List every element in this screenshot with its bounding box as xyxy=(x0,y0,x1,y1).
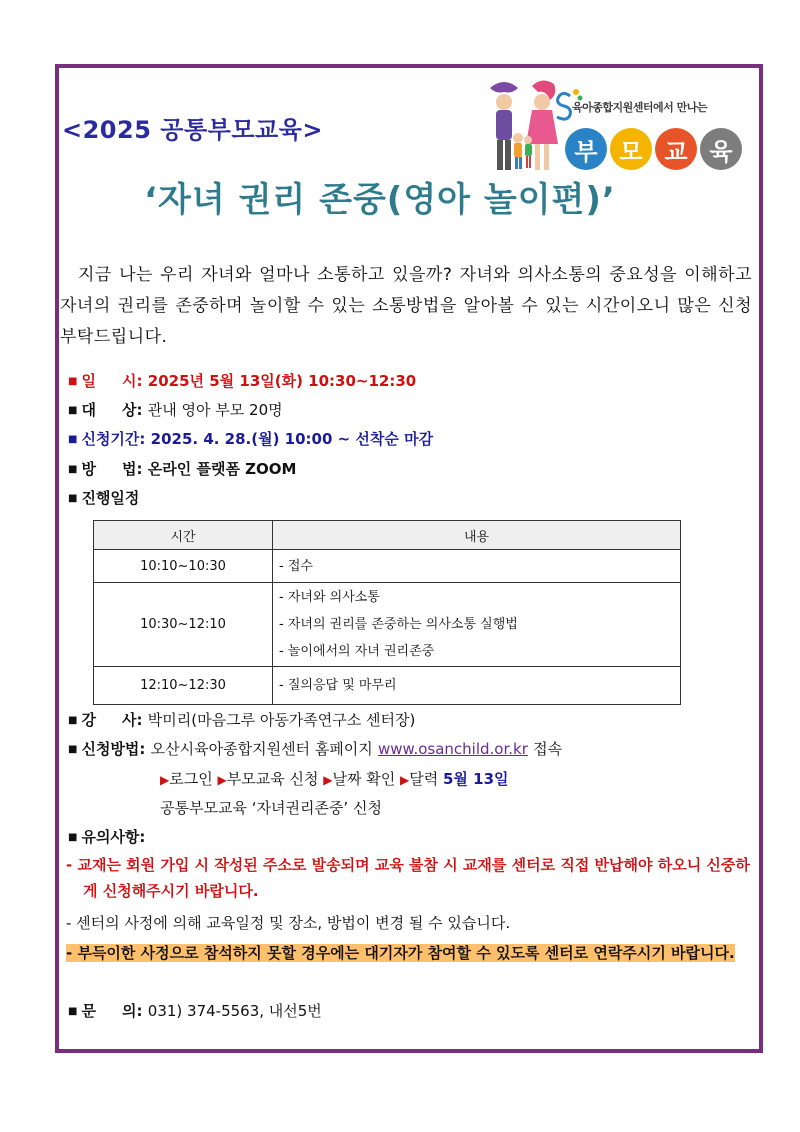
schedule-table xyxy=(93,520,681,705)
step-date: 5월 13일 xyxy=(442,770,509,788)
bullet-icon: ■ xyxy=(68,715,78,726)
bullet-icon: ■ xyxy=(68,744,78,755)
table-row xyxy=(94,550,681,583)
logo-circles xyxy=(565,128,742,170)
step-2: 부모교육 신청 xyxy=(226,770,319,788)
logo-caption: 육아종합지원센터에서 만나는 xyxy=(572,101,707,114)
arrow-icon: ▶ xyxy=(160,773,170,787)
content-item: - 접수 xyxy=(279,558,313,574)
content-item: - 자녀의 권리를 존중하는 의사소통 실행법 xyxy=(279,617,518,632)
bullet-icon: ■ xyxy=(68,405,78,416)
arrow-icon: ▶ xyxy=(323,773,333,787)
arrow-icon: ▶ xyxy=(217,773,227,787)
header-time: 시간 xyxy=(94,521,273,550)
note-3-text: - 부득이한 사정으로 참석하지 못할 경우에는 대기자가 참여할 수 있도록 센터로 연락주시기 바랍니다. xyxy=(66,944,735,962)
info-method xyxy=(68,458,296,481)
content-item: - 놀이에서의 자녀 권리존중 xyxy=(279,644,435,659)
period-value: 2025. 4. 28.(월) 10:00 ~ 선착순 마감 xyxy=(150,430,434,448)
info-date xyxy=(68,370,416,393)
logo-circle-2: 모 xyxy=(610,128,652,170)
info-period xyxy=(68,428,433,451)
info-target xyxy=(68,399,283,422)
method-value: 온라인 플랫폼 ZOOM xyxy=(147,460,297,478)
info-apply xyxy=(68,738,562,761)
row-content xyxy=(273,550,681,583)
homepage-link[interactable]: www.osanchild.or.kr xyxy=(378,740,528,758)
date-label: 일 시: xyxy=(81,372,143,390)
info-instructor xyxy=(68,709,415,732)
notes-label: 유의사항: xyxy=(81,828,146,846)
instructor-label: 강 사: xyxy=(81,711,143,729)
main-title: ‘자녀 권리 존중(영아 놀이편)’ xyxy=(144,180,616,220)
apply-value: 오산시육아종합지원센터 홈페이지 xyxy=(150,740,373,758)
arrow-icon: ▶ xyxy=(399,773,410,787)
contact-value: 031) 374-5563, 내선5번 xyxy=(147,1002,322,1020)
step-3: 날짜 확인 xyxy=(332,770,396,788)
apply-line2: 공통부모교육 ‘자녀권리존중’ 신청 xyxy=(160,799,382,817)
contact-label: 문 의: xyxy=(81,1002,143,1020)
date-value: 2025년 5월 13일(화) 10:30~12:30 xyxy=(147,372,417,390)
step-4: 달력 xyxy=(409,770,439,788)
note-2: - 센터의 사정에 의해 교육일정 및 장소, 방법이 변경 될 수 있습니다. xyxy=(66,914,511,932)
bullet-icon: ■ xyxy=(68,1006,78,1017)
bullet-icon: ■ xyxy=(68,493,78,504)
instructor-value: 박미리(마음그루 아동가족연구소 센터장) xyxy=(147,711,416,729)
bullet-icon: ■ xyxy=(68,434,78,445)
info-contact xyxy=(68,1000,322,1023)
intro-text: 지금 나는 우리 자녀와 얼마나 소통하고 있을까? 자녀와 의사소통의 중요성을 이해하고 자녀의 권리를 존중하며 놀이할 수 있는 소통방법을 알아볼 수 있는 시간이오니 많은 신청 부탁드립니다. xyxy=(60,265,752,347)
info-schedule-label xyxy=(68,487,139,510)
bullet-icon: ■ xyxy=(68,376,78,387)
logo-circle-1: 부 xyxy=(565,128,607,170)
method-label: 방 법: xyxy=(81,460,143,478)
table-header-row xyxy=(94,521,681,550)
logo-circle-3: 교 xyxy=(655,128,697,170)
row-time: 12:10~12:30 xyxy=(94,667,273,705)
logo-circle-4: 육 xyxy=(700,128,742,170)
note-3 xyxy=(66,940,756,966)
content-item: - 질의응답 및 마무리 xyxy=(279,678,397,693)
target-label: 대 상: xyxy=(81,401,143,419)
info-notes-label xyxy=(68,826,145,849)
row-content xyxy=(273,583,681,667)
bullet-icon: ■ xyxy=(68,464,78,475)
row-time: 10:10~10:30 xyxy=(94,550,273,583)
content-item: - 자녀와 의사소통 xyxy=(279,590,380,605)
note-1: - 교재는 회원 가입 시 작성된 주소로 발송되며 교육 불참 시 교재를 센터로 직접 반납해야 하오니 신중하게 신청해주시기 바랍니다. xyxy=(66,856,750,900)
bullet-icon: ■ xyxy=(68,832,78,843)
apply-value-post: 접속 xyxy=(533,740,563,758)
period-label: 신청기간: xyxy=(81,430,146,448)
table-row xyxy=(94,583,681,667)
row-content xyxy=(273,667,681,705)
table-row xyxy=(94,667,681,705)
target-value: 관내 영아 부모 20명 xyxy=(147,401,283,419)
intro-paragraph xyxy=(60,260,752,353)
apply-steps xyxy=(160,768,509,791)
row-time: 10:30~12:10 xyxy=(94,583,273,667)
step-1: 로그인 xyxy=(169,770,213,788)
apply-label: 신청방법: xyxy=(81,740,146,758)
header-title: <2025 공통부모교육> xyxy=(62,116,323,144)
schedule-label: 진행일정 xyxy=(81,489,140,507)
header-content: 내용 xyxy=(273,521,681,550)
